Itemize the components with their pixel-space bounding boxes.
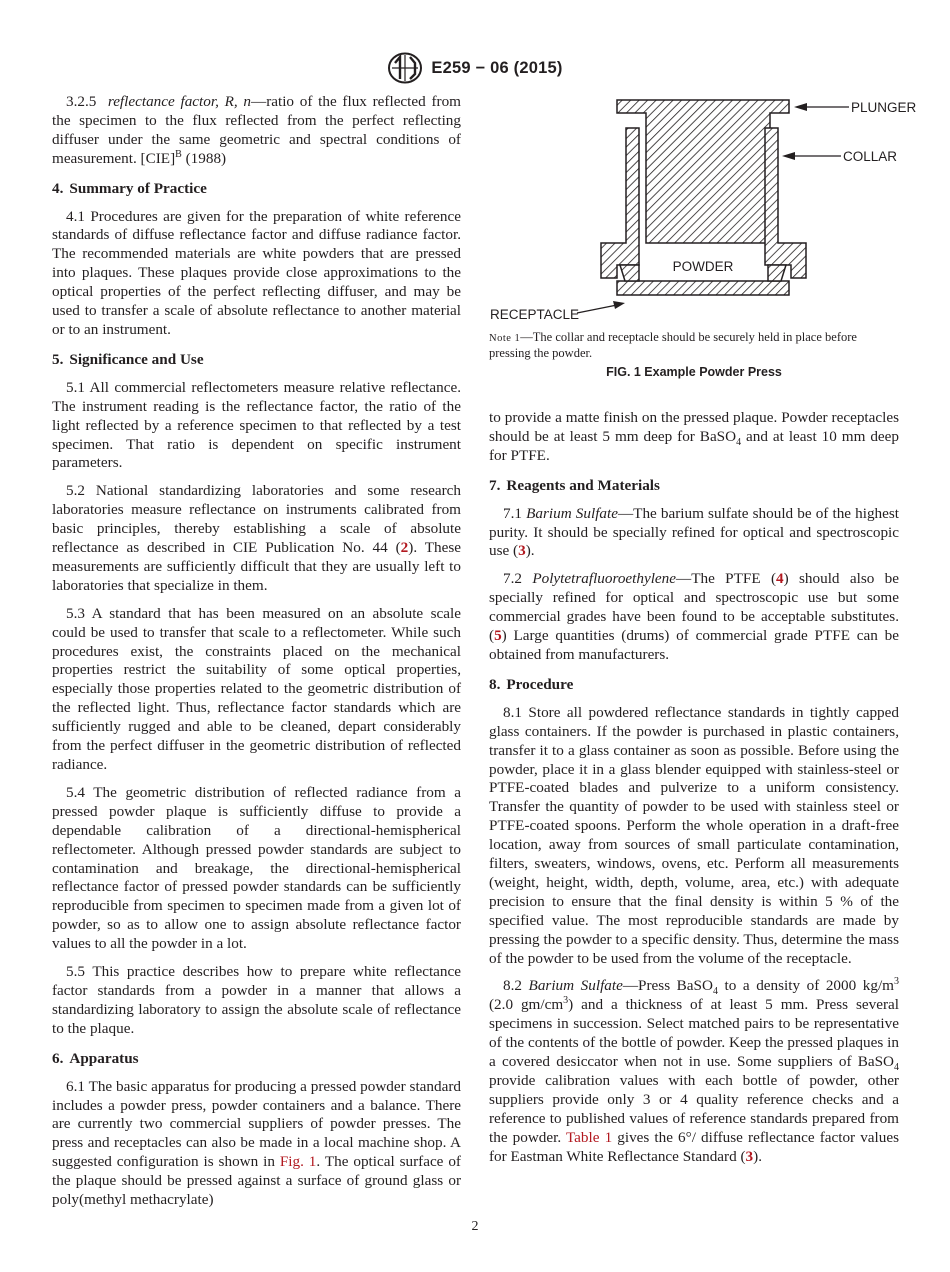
left-column	[52, 93, 461, 1219]
plunger-label: PLUNGER	[851, 100, 917, 115]
powder-press-figure	[489, 97, 917, 379]
receptacle-shape	[617, 281, 789, 295]
collar-label: COLLAR	[843, 149, 898, 164]
collar-right-shape	[765, 128, 806, 278]
reference-link[interactable]: 3	[518, 542, 526, 560]
paragraph-6-1-continued: to provide a matte finish on the pressed plaque. Powder receptacles should be at least 5 mm deep for BaSO$_4$ and at least 10 mm deep for PTFE.	[489, 409, 899, 464]
plunger-shape	[617, 100, 789, 243]
paragraph-5-3: 5.3 A standard that has been measured on an absolute scale could be used to transfer that scale to a reflectometer. While such procedures exist, the constraints placed on the mechanical properties restrict the suitability of some optical properties, especially those properties related to the geometric distribution of the reflected light. Thus, reflectance factor standards which are sufficiently rugged and able to be cleaned, depart considerably from the perfect diffuser in the geometric distribution of reflected radiance.	[52, 604, 461, 773]
reference-link[interactable]: 3	[745, 1147, 754, 1165]
paragraph-8-2: 8.2 Barium Sulfate—Press BaSO$_4$ to a density of 2000 $kg/m^3$ (2.0 $gm/cm^3$) and a thickness of at least 5 mm. Press several specimens in succession. Select matched pairs to be representative of the contents of the bottle of powder. Keep the pressed plaques in a covered desiccator when not in use. Some suppliers of BaSO$_4$ provide calibration values with each bottle of powder, other suppliers provide only 3 or 4 quality reference checks and a reference to published values of reference standards prepared from the powder. Table 1 gives the 6°/ diffuse reflectance factor values for Eastman White Reflectance Standard (3).	[489, 976, 899, 1165]
collar-left-shape	[601, 128, 639, 278]
page-number: 2	[471, 1219, 479, 1234]
paragraph-4-1: 4.1 Procedures are given for the preparation of white reference standards of diffuse reflectance factor and diffuse radiance factor. The recommended materials are white powders that are pressed into plaques. These plaques provide close approximations to the optical properties of the perfect reflecting diffuser, and may be used to transfer a scale of absolute reflectance to another material or to an instrument.	[52, 207, 461, 338]
page-header	[0, 52, 950, 84]
figure-link[interactable]: Fig. 1	[279, 1153, 317, 1171]
paragraph-7-2: 7.2 Polytetrafluoroethylene—The PTFE (4) should also be specially refined for optical and spectroscopic use but some commercial grades have been found to be acceptable substitutes. (5) Large quantities (drums) of commercial grade PTFE can be obtained from manufacturers.	[489, 570, 899, 663]
powder-press-diagram	[489, 97, 917, 329]
table-link[interactable]: Table 1	[565, 1128, 613, 1146]
definition-3-2-5: 3.2.5 reflectance factor, R, n—ratio of the flux reflected from the specimen to the flux reflected from the perfect reflecting diffuser under the same geometric and spectral conditions of measurement. [CIE]$^B$ (1988)	[52, 93, 461, 167]
paragraph-5-2: 5.2 National standardizing laboratories and some research laboratories measure reflectance on instruments calibrated from basic principles, thereby establishing a scale of absolute reflectance as described in CIE Publication No. 44 (2). These measurements are sufficiently difficult that they are usually left to laboratories that specialize in them.	[52, 482, 462, 594]
document-designation: E259 − 06 (2015)	[431, 58, 563, 77]
receptacle-label: RECEPTACLE	[490, 307, 580, 322]
right-column	[489, 97, 917, 1176]
section-8-heading: 8. Procedure	[489, 675, 574, 693]
figure-note: Note 1—The collar and receptacle should be securely held in place before pressing the powder.	[489, 330, 857, 360]
paragraph-7-1: 7.1 Barium Sulfate—The barium sulfate should be of the highest purity. It should be specially refined for optical and spectroscopic use (3).	[489, 504, 900, 560]
figure-caption: FIG. 1 Example Powder Press	[606, 365, 782, 379]
paragraph-6-1: 6.1 The basic apparatus for producing a pressed powder standard includes a powder press, powder containers and a balance. There are currently two commercial suppliers of powder presses. The press and receptacles can also be made in a local machine shop. A suggested configuration is shown in Fig. 1. The optical surface of the plaque should be pressed against a surface of ground glass or poly(methyl methacrylate)	[52, 1077, 461, 1209]
section-7-heading: 7. Reagents and Materials	[489, 476, 660, 494]
astm-logo	[387, 52, 423, 84]
section-6-heading: 6. Apparatus	[52, 1049, 139, 1067]
reference-link[interactable]: 4	[776, 570, 784, 588]
paragraph-5-4: 5.4 The geometric distribution of reflected radiance from a pressed powder plaque is sufficiently diffuse to provide a dependable calibration of a directional-hemispherical reflectometer. Although pressed powder standards are subject to contamination and breakage, the directional-hemispherical reflectance factor of pressed powder standards can be sufficiently reproducible from specimen to specimen made from a given lot of powder, so as to allow one to assign absolute reflectance factor values to all the powder in a lot.	[52, 783, 461, 953]
powder-label: POWDER	[672, 259, 734, 274]
paragraph-5-1: 5.1 All commercial reflectometers measure relative reflectance. The instrument reading is the reflectance factor, the ratio of the light reflected by a reference specimen to that reflected by a test specimen. That ratio is dependent on specific instrument parameters.	[52, 378, 461, 472]
reference-link[interactable]: 5	[494, 627, 502, 645]
section-4-heading: 4. Summary of Practice	[52, 179, 207, 197]
paragraph-5-5: 5.5 This practice describes how to prepare white reflectance factor standards from a powder in a manner that allows a standardizing laboratory to assign the absolute scale of reflectance to the plaque.	[52, 963, 461, 1037]
reference-link[interactable]: 2	[400, 539, 409, 557]
section-5-heading: 5. Significance and Use	[52, 350, 204, 368]
paragraph-8-1: 8.1 Store all powdered reflectance standards in tightly capped glass containers. If the powder is purchased in plastic containers, transfer it to a glass container as soon as possible. Before using the powder, place it in a glass blender equipped with stainless-steel or PTFE-coated blades and pulverize to a uniform consistency. Transfer the quantity of powder to be used with stainless steel or PTFE-coated spoons. Perform the whole operation in a draft-free location, away from sources of small particulate contamination, filters, sweaters, windows, ovens, etc. Perform all measurements (weight, height, width, depth, volume, area, etc.) with adequate precision to ensure that the final density is within 5 % of the specified value. The most reproducible standards are made by pressing the powder to a specific density. Thus, determine the mass of the powder to be used from the volume of the receptacle.	[489, 703, 899, 967]
